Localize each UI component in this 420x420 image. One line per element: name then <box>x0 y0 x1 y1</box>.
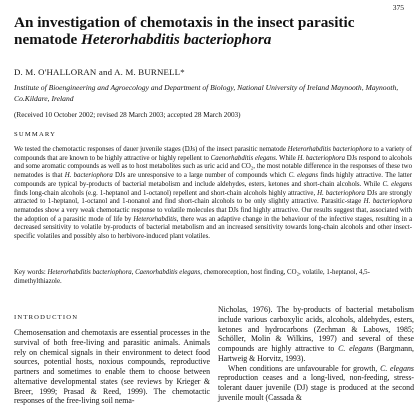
received-dates: (Received 10 October 2002; revised 28 March 2003; accepted 28 March 2003) <box>14 111 241 119</box>
summary-heading: SUMMARY <box>14 131 57 138</box>
introduction-heading: INTRODUCTION <box>14 314 79 321</box>
summary-text: We tested the chemotactic responses of dauer juvenile stages (DJs) of the insect parasitic nematode Heterorhabditis bacteriophora to a variety of compounds that are known to be highly attractive or highly repellent to Caenorhabditis elegans. While H. bacteriophora DJs respond to alcohols and some aromatic compounds as well as to host metabolites such as uric acid and CO₂, the most notable difference in the responses of these two nematodes is that H. bacteriophora DJs are unresponsive to a large number of compounds which C. elegans finds highly attractive. The latter compounds are typical by-products of bacterial metabolism and include aldehydes, esters, ketones and short-chain alcohols. While C. elegans finds long-chain alcohols (e.g. 1-heptanol and 1-octanol) repellent and short-chain alcohols highly attractive, H. bacteriophora DJs are strongly attracted to 1-heptanol, 1-octanol and 1-nonanol and find short-chain alcohols to be only slightly attractive. Parasitic-stage H. bacteriophora nematodes show a very weak chemotactic response to volatile molecules that DJs find highly attractive. Our results suggest that, associated with the adoption of a parasitic mode of life by Heterorhabditis, there was an adaptive change in the behaviour of the infective stages, resulting in a decreased sensitivity to volatile by-products of bacterial metabolism and an increased sensitivity towards long-chain alcohols and other insect-specific volatiles and possibly also to herbivore-induced plant volatiles. <box>14 146 413 241</box>
italic-term: C. elegans <box>338 344 374 353</box>
article-title <box>14 14 410 48</box>
italic-term: Heterorhabditis bacteriophora <box>47 269 132 276</box>
italic-term: C. elegans <box>382 180 412 188</box>
italic-term: H. bacteriophora <box>297 154 346 162</box>
italic-term: Caenorhabditis elegans <box>210 154 276 162</box>
keywords-list: Heterorhabditis bacteriophora, Caenorhabditis elegans, chemoreception, host finding, CO₂, volatile, 1-heptanol, 4,5-dimethylthiazole. <box>14 269 370 285</box>
keywords <box>14 269 412 286</box>
introduction-right-column <box>218 305 414 403</box>
italic-term: H. bacteriophora <box>64 172 113 180</box>
right-column-paragraph-2: When conditions are unfavourable for growth, C. elegans reproduction ceases and a long-lived, non-feeding, stress-tolerant dauer juvenile (DJ) stage is produced at the second juvenile moult (Cassada & <box>218 363 414 402</box>
author-list: D. M. O'HALLORAN and A. M. BURNELL* <box>14 67 185 77</box>
italic-term: H. bacteriophora <box>363 198 412 206</box>
italic-term: Caenorhabditis elegans <box>135 269 201 276</box>
title-text: An investigation of chemotaxis in the insect parasitic nematode <box>14 14 355 48</box>
italic-term: Heterorhabditis bacteriophora <box>287 146 372 153</box>
page-number: 375 <box>392 3 404 12</box>
italic-term: C. elegans <box>288 172 319 180</box>
introduction-left-column: Chemosensation and chemotaxis are essential processes in the survival of both free-living and parasitic animals. Animals rely on chemical signals in their environment to detect food sources, potential hosts, noxious compounds, reproductive partners and sometimes to enable them to choose between alternative developmental states (see reviews by Krieger & Breer, 1999; Prasad & Reed, 1999). The chemotactic responses of the free-living soil nema- <box>14 328 210 406</box>
italic-term: H. bacteriophora <box>317 189 365 197</box>
right-column-paragraph-1: Nicholas, 1976). The by-products of bacterial metabolism include various carboxylic acids, alcohols, aldehydes, esters, ketones and hydrocarbons (Zechman & Labows, 1985; Schöller, Molin & Wilkins, 1997) and several of these compounds are highly attractive to C. elegans (Bargmann, Hartweig & Horvitz, 1993). <box>218 305 414 363</box>
italic-term: C. elegans <box>380 363 414 373</box>
keywords-label: Key words: <box>14 269 48 276</box>
title-species: Heterorhabditis bacteriophora <box>81 31 272 48</box>
affiliation: Institute of Bioengineering and Agroecology and Department of Biology, National University of Ireland Maynooth, Maynooth, Co.Kildare, Ireland <box>14 83 399 103</box>
italic-term: Heterorhabditis <box>133 215 177 223</box>
